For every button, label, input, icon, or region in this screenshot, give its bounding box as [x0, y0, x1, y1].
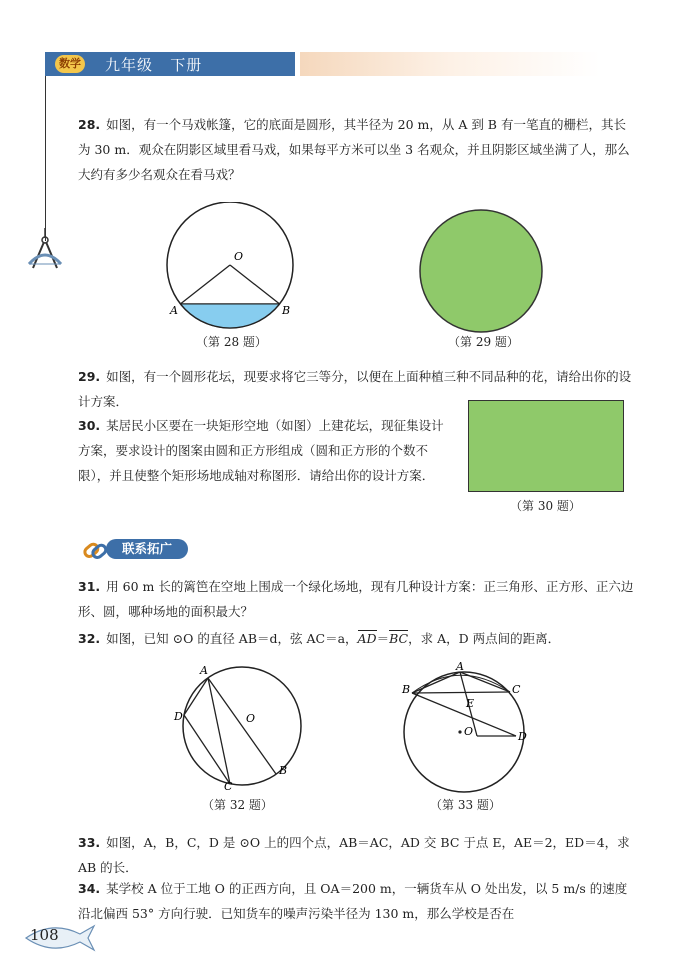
problem-33 [78, 830, 638, 880]
label-A: A [170, 304, 178, 317]
problem-30 [78, 413, 448, 488]
label-A: A [200, 664, 208, 677]
caption-fig32: （第 32 题） [202, 798, 273, 812]
header-title: 九年级 下册 [105, 56, 203, 74]
problem-text-b: ，求 A，D 两点间的距离． [408, 631, 561, 646]
problem-text-a: 如图，已知 ⊙O 的直径 AB＝d，弦 AC＝a， [106, 631, 358, 646]
page-number: 108 [30, 926, 59, 944]
label-B: B [282, 304, 291, 317]
problem-text: 如图，有一个圆形花坛，现要求将它三等分，以便在上面种植三种不同品种的花，请给出你的设计方案． [78, 369, 632, 409]
problem-32 [78, 626, 638, 651]
problem-number: 32. [78, 631, 101, 646]
equals-sign: ＝ [376, 631, 390, 646]
problem-number: 28. [78, 117, 101, 132]
compass-icon [27, 228, 63, 272]
problem-31 [78, 574, 638, 624]
problem-text: 某居民小区要在一块矩形空地（如图）上建花坛，现征集设计方案，要求设计的图案由圆和正方形组成（圆和正方形的个数不限），并且使整个矩形场地成轴对称图形．请给出你的设计方案． [78, 418, 444, 483]
figure-28 [160, 202, 300, 334]
label-D: D [174, 710, 183, 723]
problem-number: 34. [78, 881, 101, 896]
label-C: C [512, 683, 521, 696]
label-B: B [279, 764, 288, 777]
label-O: O [246, 712, 256, 725]
problem-28 [78, 112, 638, 187]
caption-fig28: （第 28 题） [196, 335, 267, 349]
label-E: E [466, 697, 475, 710]
header-gradient-band [300, 52, 600, 76]
figure-30-rectangle [468, 400, 624, 492]
figure-32 [172, 662, 306, 790]
problem-34 [78, 876, 638, 926]
margin-line [45, 76, 46, 241]
problem-text: 如图，有一个马戏帐篷，它的底面是圆形，其半径为 20 m，从 A 到 B 有一笔直的栅栏，其长为 30 m．观众在阴影区域里看马戏，如果每平方米可以坐 3 名观众，并且阴影区域坐满了人，那么大约有多少名观众在看马戏？ [78, 117, 630, 182]
label-A: A [456, 660, 464, 673]
section-heading: 联系拓广 [106, 539, 188, 559]
caption-fig33: （第 33 题） [430, 798, 501, 812]
problem-text: 用 60 m 长的篱笆在空地上围成一个绿化场地，现有几种设计方案：正三角形、正方形、正六边形、圆，哪种场地的面积最大？ [78, 579, 634, 619]
problem-text: 如图，A，B，C，D 是 ⊙O 上的四个点，AB＝AC，AD 交 BC 于点 E，AE＝2，ED＝4，求 AB 的长． [78, 835, 630, 875]
problem-text: 某学校 A 位于工地 O 的正西方向，且 OA＝200 m，一辆货车从 O 处出发，以 5 m/s 的速度沿北偏西 53° 方向行驶．已知货车的噪声污染半径为 130 m，那么学校是否在 [78, 881, 628, 921]
caption-fig30: （第 30 题） [510, 499, 581, 513]
figure-33 [398, 660, 534, 796]
label-O: O [234, 250, 244, 263]
label-B: B [402, 683, 411, 696]
problem-number: 33. [78, 835, 101, 850]
subject-badge: 数学 [55, 55, 85, 73]
figure-29 [418, 208, 544, 334]
problem-number: 29. [78, 369, 101, 384]
label-D: D [518, 730, 527, 743]
arc-AD: AD [357, 631, 377, 646]
problem-number: 31. [78, 579, 101, 594]
header-bar [45, 52, 295, 76]
arc-BC: BC [389, 631, 409, 646]
problem-number: 30. [78, 418, 101, 433]
caption-fig29: （第 29 题） [448, 335, 519, 349]
label-C: C [224, 780, 233, 790]
label-O: O [464, 725, 474, 738]
